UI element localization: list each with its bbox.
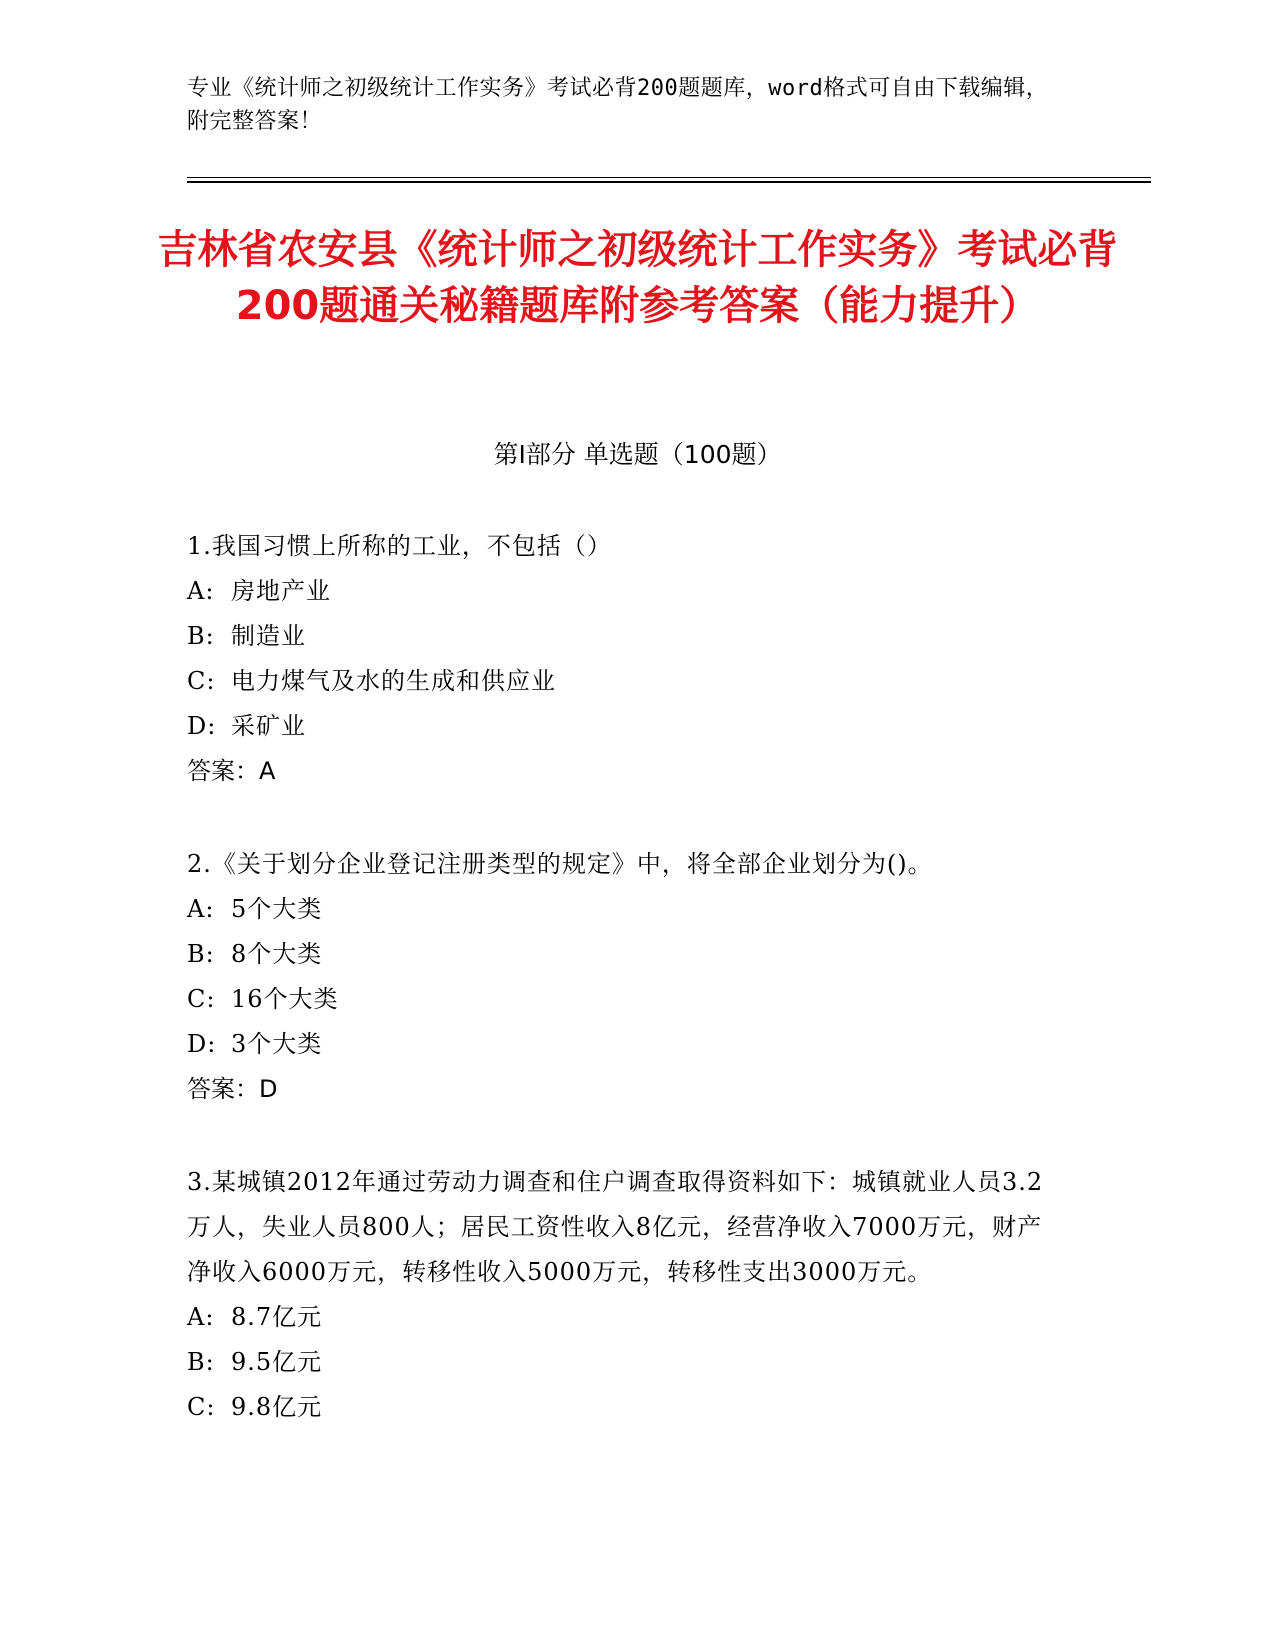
option-text: 9.5亿元: [231, 1348, 323, 1376]
section-heading: 第I部分 单选题（100题）: [493, 440, 782, 469]
option-text: 9.8亿元: [231, 1393, 323, 1421]
question-stem: 3.某城镇2012年通过劳动力调查和住户调查取得资料如下：城镇就业人员3.2万人，失业人员800人；居民工资性收入8亿元，经营净收入7000万元，财产净收入6000万元，转移性收入5000万元，转移性支出3000万元。: [187, 1168, 1044, 1286]
option-text: 5个大类: [231, 895, 323, 923]
answer: 答案：D: [187, 1075, 278, 1103]
option-a: [187, 569, 1067, 614]
option-text: 8.7亿元: [231, 1303, 323, 1331]
header-divider-thin: [187, 177, 1151, 178]
option-b: [187, 1340, 1067, 1385]
option-key: D:: [187, 1030, 217, 1058]
question-2: [187, 842, 1067, 1112]
question-stem: 1.我国习惯上所称的工业，不包括（）: [187, 532, 612, 560]
option-c: [187, 977, 1067, 1022]
option-a: [187, 1295, 1067, 1340]
option-key: C:: [187, 985, 216, 1013]
answer: 答案：A: [187, 757, 276, 785]
question-stem: 2.《关于划分企业登记注册类型的规定》中，将全部企业划分为()。: [187, 850, 933, 878]
option-c: [187, 1385, 1067, 1430]
option-key: C:: [187, 667, 216, 695]
option-text: 采矿业: [231, 712, 306, 740]
option-key: B:: [187, 622, 215, 650]
document-title: 吉林省农安县《统计师之初级统计工作实务》考试必背200题通关秘籍题库附参考答案（能力提升）: [157, 227, 1118, 329]
option-key: B:: [187, 940, 215, 968]
option-text: 16个大类: [231, 985, 339, 1013]
header-note: 专业《统计师之初级统计工作实务》考试必背200题题库，word格式可自由下载编辑，附完整答案！: [187, 76, 1049, 134]
option-b: [187, 614, 1067, 659]
option-d: [187, 1022, 1067, 1067]
option-key: A:: [187, 1303, 215, 1331]
option-text: 电力煤气及水的生成和供应业: [231, 667, 556, 695]
header-divider-thick: [187, 181, 1151, 183]
option-c: [187, 659, 1067, 704]
option-key: D:: [187, 712, 217, 740]
option-key: C:: [187, 1393, 216, 1421]
option-text: 房地产业: [231, 577, 331, 605]
option-key: A:: [187, 577, 215, 605]
option-text: 3个大类: [231, 1030, 323, 1058]
option-text: 8个大类: [231, 940, 323, 968]
option-d: [187, 704, 1067, 749]
option-a: [187, 887, 1067, 932]
question-1: [187, 524, 1067, 794]
option-text: 制造业: [231, 622, 306, 650]
option-key: B:: [187, 1348, 215, 1376]
question-3: [187, 1160, 1067, 1430]
option-b: [187, 932, 1067, 977]
option-key: A:: [187, 895, 215, 923]
